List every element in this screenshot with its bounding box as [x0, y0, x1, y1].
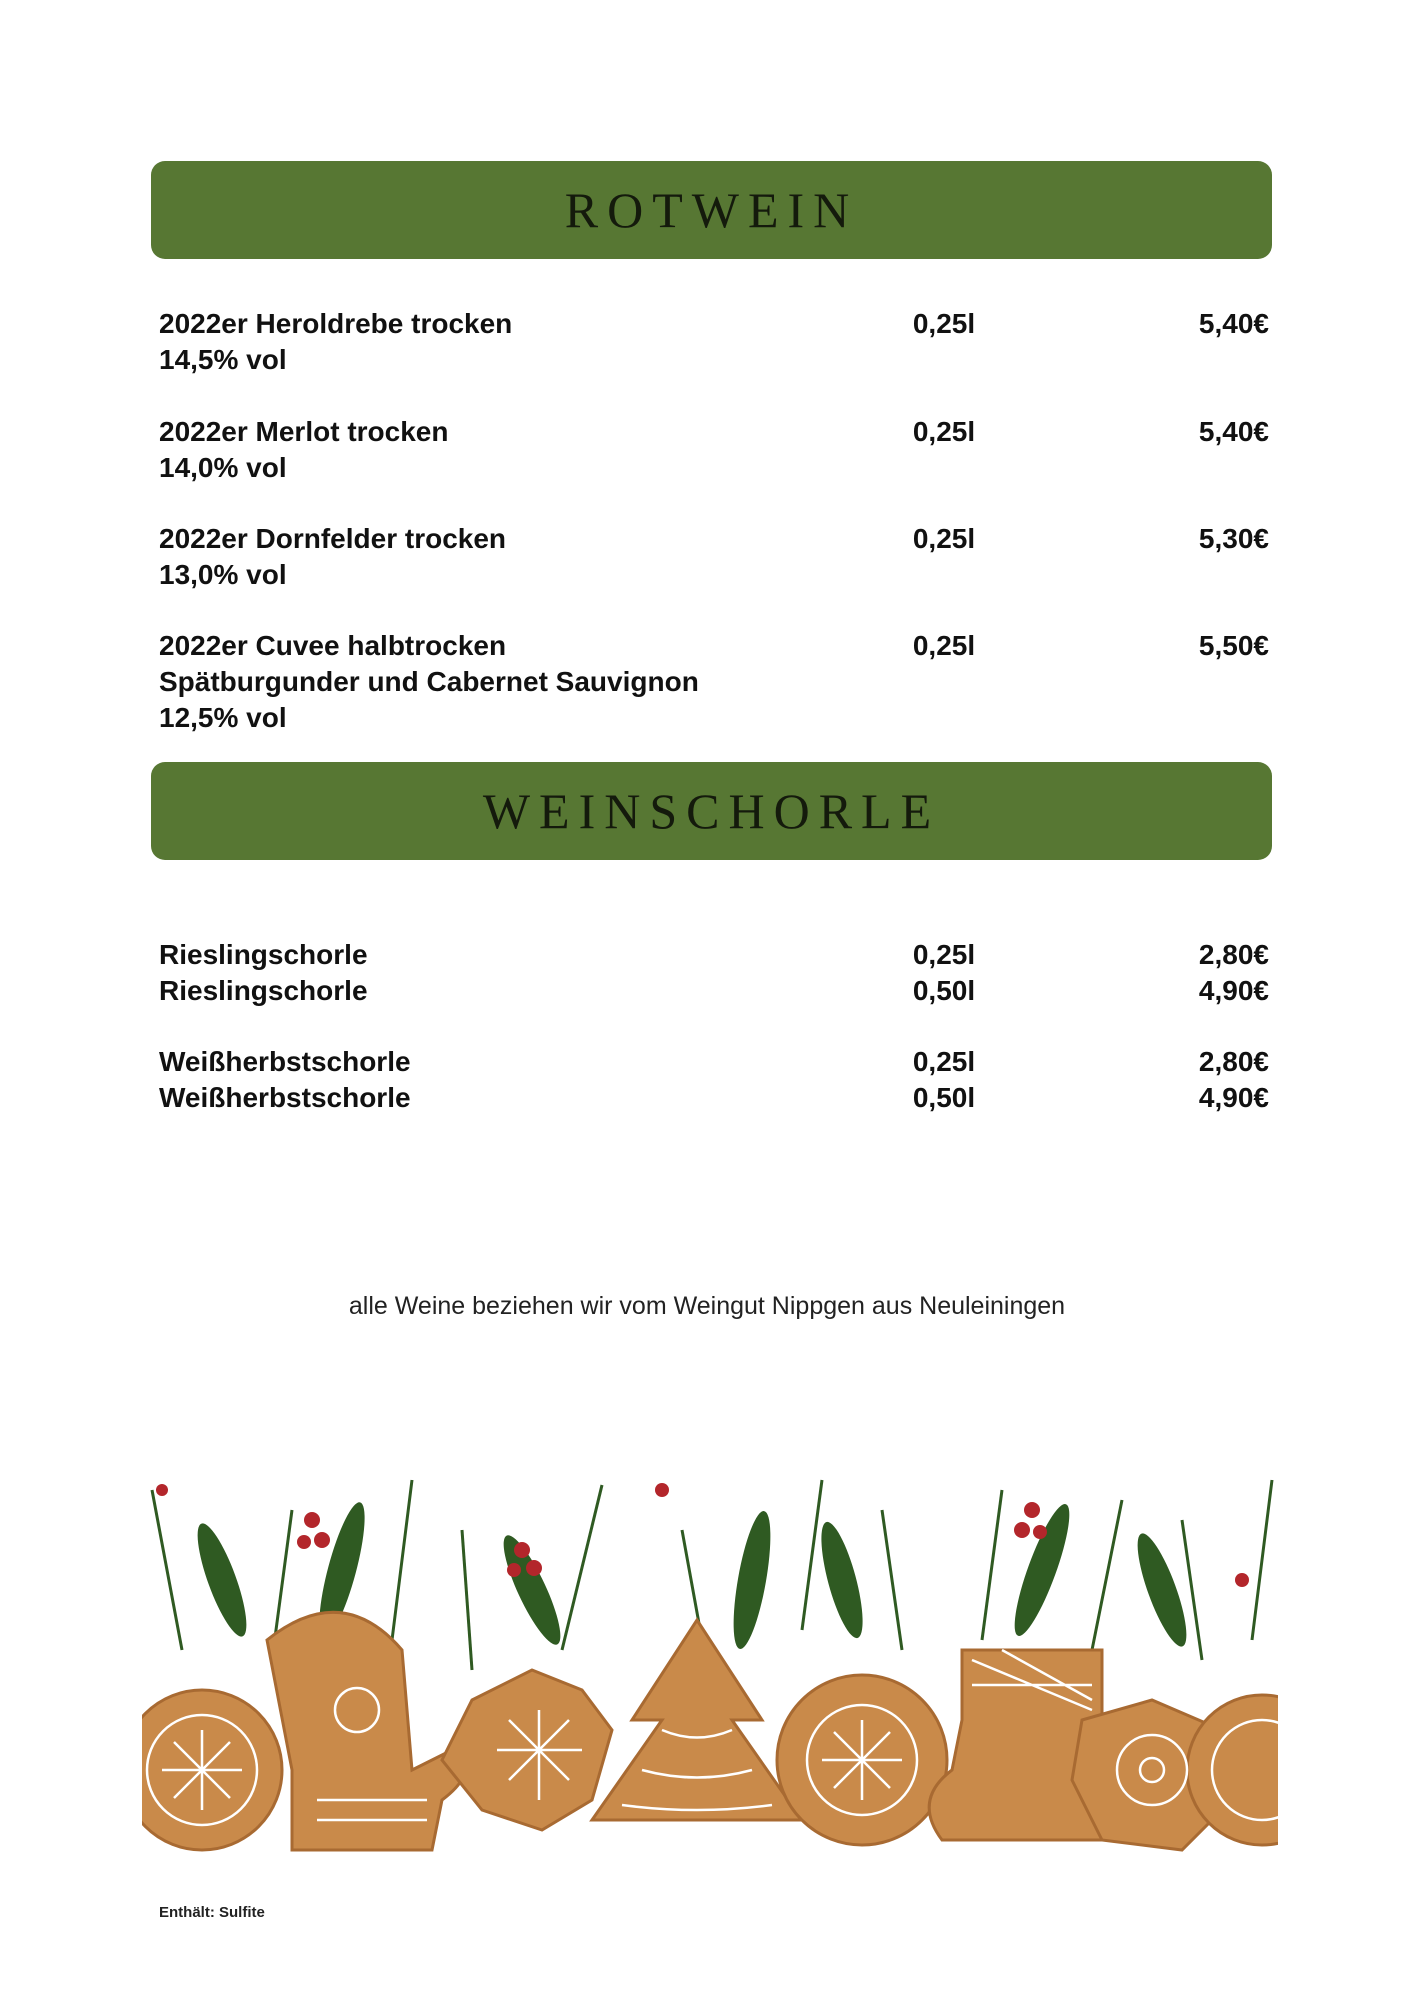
- item-volume: 0,25l: [912, 939, 976, 970]
- allergen-note: Enthält: Sulfite: [159, 1904, 265, 1921]
- item-detail: Spätburgunder und Cabernet Sauvignon: [159, 666, 699, 697]
- item-price: 4,90€: [1198, 975, 1269, 1006]
- item-price: 5,40€: [1198, 308, 1269, 339]
- item-name: 2022er Heroldrebe trocken: [159, 308, 513, 339]
- item-price: 5,40€: [1198, 416, 1269, 447]
- item-detail: 12,5% vol: [159, 702, 287, 733]
- item-name: Weißherbstschorle: [159, 1046, 411, 1077]
- gingerbread-decoration-icon: [142, 1470, 1278, 1870]
- item-volume: 0,25l: [912, 523, 976, 554]
- item-name: 2022er Cuvee halbtrocken: [159, 630, 507, 661]
- item-name: 2022er Merlot trocken: [159, 416, 449, 447]
- item-detail: 14,0% vol: [159, 452, 287, 483]
- item-detail: 13,0% vol: [159, 559, 287, 590]
- supplier-note: alle Weine beziehen wir vom Weingut Nippgen aus Neuleiningen: [348, 1292, 1066, 1320]
- section-banner-weinschorle: [151, 762, 1272, 860]
- item-name: 2022er Dornfelder trocken: [159, 523, 507, 554]
- item-price: 2,80€: [1198, 939, 1269, 970]
- item-price: 5,50€: [1198, 630, 1269, 661]
- section-title: WEINSCHORLE: [482, 783, 941, 839]
- item-volume: 0,25l: [912, 630, 976, 661]
- item-volume: 0,25l: [912, 1046, 976, 1077]
- item-detail: 14,5% vol: [159, 344, 287, 375]
- section-title: ROTWEIN: [564, 182, 859, 238]
- item-name: Weißherbstschorle: [159, 1082, 411, 1113]
- item-price: 4,90€: [1198, 1082, 1269, 1113]
- item-price: 5,30€: [1198, 523, 1269, 554]
- item-volume: 0,25l: [912, 308, 976, 339]
- item-name: Rieslingschorle: [159, 939, 368, 970]
- item-volume: 0,50l: [912, 1082, 976, 1113]
- item-name: Rieslingschorle: [159, 975, 368, 1006]
- item-price: 2,80€: [1198, 1046, 1269, 1077]
- section-banner-rotwein: [151, 161, 1272, 259]
- item-volume: 0,50l: [912, 975, 976, 1006]
- item-volume: 0,25l: [912, 416, 976, 447]
